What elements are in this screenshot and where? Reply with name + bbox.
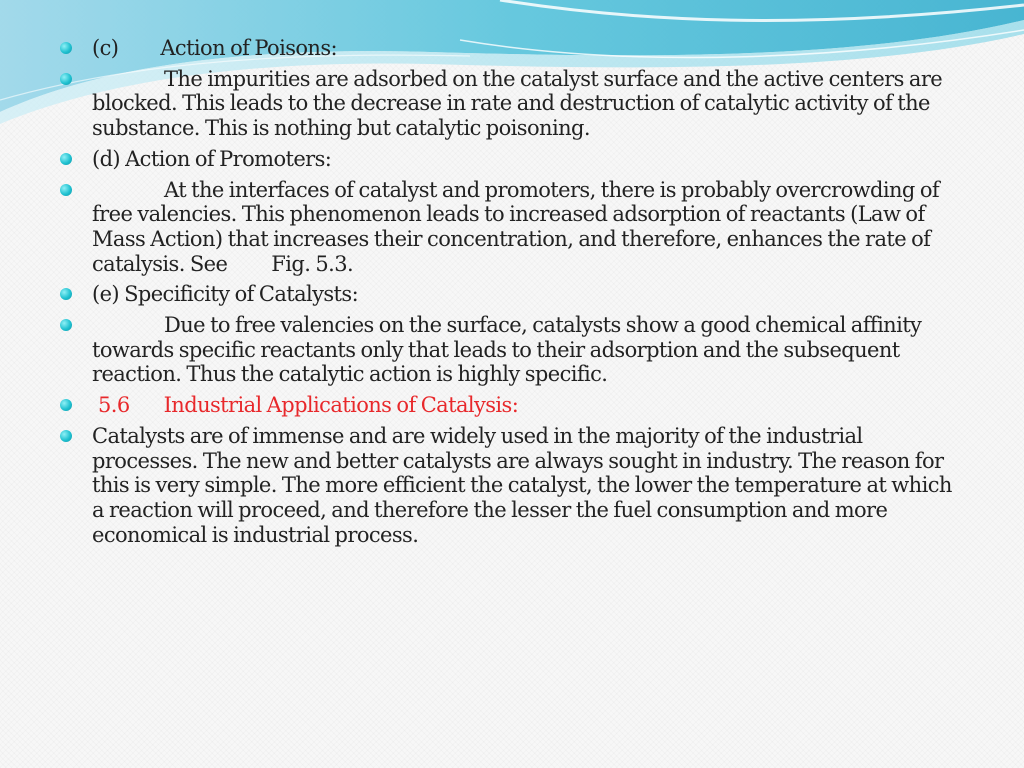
section-heading xyxy=(60,393,960,418)
slide-content xyxy=(60,36,960,553)
list-item xyxy=(60,282,960,307)
list-item xyxy=(60,67,960,141)
item-text: Due to free valencies on the surface, catalysts show a good chemical affinity towards specific reactants only that leads to their adsorption and the subsequent reaction. Thus the catalytic action is highly specific. xyxy=(92,313,922,387)
list-item xyxy=(60,424,960,548)
bullet-icon xyxy=(60,42,72,54)
bullet-icon xyxy=(60,319,72,331)
item-text: Action of Poisons: xyxy=(160,36,338,60)
item-text: Catalysts are of immense and are widely used in the majority of the industrial processes. The new and better catalysts are always sought in industry. The reason for this is very simple. The more efficient the catalyst, the lower the temperature at which a reaction will proceed, and therefore the lesser the fuel consumption and more economical is industrial process. xyxy=(92,423,952,547)
item-text: (e) Specificity of Catalysts: xyxy=(92,282,359,307)
list-item xyxy=(60,147,960,172)
bullet-icon xyxy=(60,73,72,85)
item-text: The impurities are adsorbed on the catalyst surface and the active centers are blocked. This leads to the decrease in rate and destruction of catalytic activity of the substance. This is nothing but catalytic poisoning. xyxy=(92,66,943,141)
bullet-icon xyxy=(60,153,72,165)
section-title: Industrial Applications of Catalysis: xyxy=(163,393,519,418)
section-number: 5.6 xyxy=(98,393,130,418)
item-text: (d) Action of Promoters: xyxy=(92,146,332,171)
item-label: (c) xyxy=(92,36,119,60)
bullet-icon xyxy=(60,430,72,442)
figure-reference: Fig. 5.3. xyxy=(271,251,354,276)
item-text: At the interfaces of catalyst and promoters, there is probably overcrowding of free valencies. This phenomenon leads to increased adsorption of reactants (Law of Mass Action) that increases their concentration, and therefore, enhances the rate of catalysis. See xyxy=(92,177,940,276)
bullet-icon xyxy=(60,399,72,411)
list-item xyxy=(60,313,960,387)
bullet-icon xyxy=(60,184,72,196)
bullet-icon xyxy=(60,288,72,300)
list-item xyxy=(60,178,960,277)
list-item xyxy=(60,36,960,61)
